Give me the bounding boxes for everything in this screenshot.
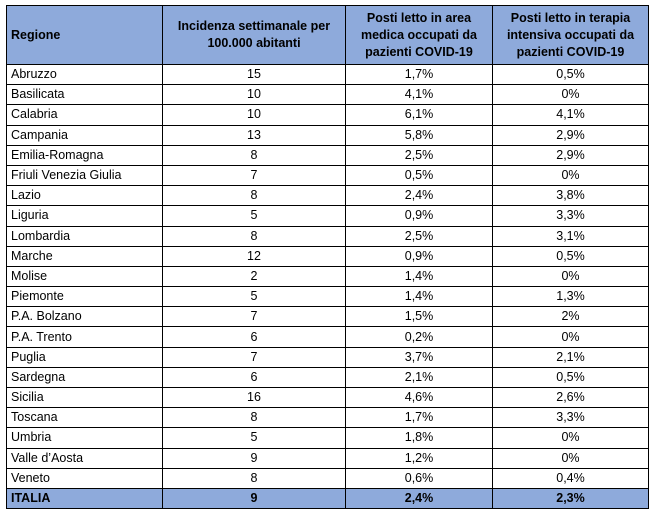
cell-medical-beds: 1,8% <box>346 428 493 448</box>
table-row <box>7 388 649 408</box>
cell-medical-beds: 1,2% <box>346 448 493 468</box>
cell-medical-beds: 4,6% <box>346 388 493 408</box>
cell-intensive-beds: 2,9% <box>493 125 649 145</box>
cell-medical-beds: 1,7% <box>346 65 493 85</box>
cell-region: Molise <box>7 266 163 286</box>
cell-incidence: 9 <box>163 448 346 468</box>
cell-incidence: 12 <box>163 246 346 266</box>
cell-medical-beds: 2,1% <box>346 367 493 387</box>
total-intensive: 2,3% <box>493 488 649 508</box>
cell-medical-beds: 1,4% <box>346 287 493 307</box>
cell-medical-beds: 5,8% <box>346 125 493 145</box>
covid-regional-table <box>6 5 649 509</box>
header-region: Regione <box>7 6 163 65</box>
cell-medical-beds: 2,4% <box>346 186 493 206</box>
cell-incidence: 8 <box>163 145 346 165</box>
cell-intensive-beds: 3,3% <box>493 408 649 428</box>
table-body <box>7 65 649 509</box>
cell-region: Abruzzo <box>7 65 163 85</box>
table-row <box>7 85 649 105</box>
cell-medical-beds: 1,5% <box>346 307 493 327</box>
table-row <box>7 186 649 206</box>
table-row <box>7 428 649 448</box>
cell-incidence: 6 <box>163 367 346 387</box>
table-row <box>7 327 649 347</box>
cell-intensive-beds: 4,1% <box>493 105 649 125</box>
header-incidence: Incidenza settimanale per 100.000 abitanti <box>163 6 346 65</box>
cell-region: Sardegna <box>7 367 163 387</box>
cell-incidence: 6 <box>163 327 346 347</box>
cell-intensive-beds: 2% <box>493 307 649 327</box>
cell-incidence: 8 <box>163 408 346 428</box>
cell-intensive-beds: 0% <box>493 266 649 286</box>
cell-intensive-beds: 0% <box>493 165 649 185</box>
total-medical: 2,4% <box>346 488 493 508</box>
cell-region: Sicilia <box>7 388 163 408</box>
cell-medical-beds: 0,2% <box>346 327 493 347</box>
cell-region: Basilicata <box>7 85 163 105</box>
cell-region: Veneto <box>7 468 163 488</box>
table-row <box>7 468 649 488</box>
cell-region: Marche <box>7 246 163 266</box>
cell-region: Toscana <box>7 408 163 428</box>
cell-incidence: 5 <box>163 206 346 226</box>
cell-intensive-beds: 2,1% <box>493 347 649 367</box>
cell-incidence: 5 <box>163 287 346 307</box>
table-row <box>7 367 649 387</box>
table-row <box>7 307 649 327</box>
cell-region: Lombardia <box>7 226 163 246</box>
header-medical-beds: Posti letto in area medica occupati da pazienti COVID-19 <box>346 6 493 65</box>
cell-intensive-beds: 2,9% <box>493 145 649 165</box>
cell-intensive-beds: 3,1% <box>493 226 649 246</box>
cell-medical-beds: 6,1% <box>346 105 493 125</box>
cell-incidence: 8 <box>163 186 346 206</box>
cell-intensive-beds: 0% <box>493 327 649 347</box>
cell-incidence: 13 <box>163 125 346 145</box>
cell-intensive-beds: 0,5% <box>493 246 649 266</box>
cell-intensive-beds: 0,4% <box>493 468 649 488</box>
cell-medical-beds: 2,5% <box>346 226 493 246</box>
cell-intensive-beds: 0% <box>493 448 649 468</box>
cell-incidence: 2 <box>163 266 346 286</box>
header-row <box>7 6 649 65</box>
table-row <box>7 65 649 85</box>
total-incidence: 9 <box>163 488 346 508</box>
cell-intensive-beds: 0% <box>493 428 649 448</box>
table-row <box>7 408 649 428</box>
cell-incidence: 7 <box>163 307 346 327</box>
cell-medical-beds: 0,9% <box>346 246 493 266</box>
cell-region: Friuli Venezia Giulia <box>7 165 163 185</box>
table-row <box>7 165 649 185</box>
cell-incidence: 16 <box>163 388 346 408</box>
cell-medical-beds: 0,9% <box>346 206 493 226</box>
cell-region: Emilia-Romagna <box>7 145 163 165</box>
cell-region: Umbria <box>7 428 163 448</box>
table-row <box>7 246 649 266</box>
cell-medical-beds: 0,6% <box>346 468 493 488</box>
cell-intensive-beds: 1,3% <box>493 287 649 307</box>
cell-intensive-beds: 0% <box>493 85 649 105</box>
cell-region: Valle d’Aosta <box>7 448 163 468</box>
total-region: ITALIA <box>7 488 163 508</box>
cell-incidence: 8 <box>163 468 346 488</box>
table-row <box>7 125 649 145</box>
table-row <box>7 226 649 246</box>
cell-incidence: 10 <box>163 105 346 125</box>
table-row <box>7 448 649 468</box>
cell-intensive-beds: 2,6% <box>493 388 649 408</box>
cell-region: Lazio <box>7 186 163 206</box>
cell-medical-beds: 1,7% <box>346 408 493 428</box>
cell-intensive-beds: 0,5% <box>493 367 649 387</box>
table-row <box>7 105 649 125</box>
cell-incidence: 10 <box>163 85 346 105</box>
cell-intensive-beds: 0,5% <box>493 65 649 85</box>
cell-medical-beds: 3,7% <box>346 347 493 367</box>
table-row <box>7 206 649 226</box>
cell-medical-beds: 1,4% <box>346 266 493 286</box>
cell-region: Piemonte <box>7 287 163 307</box>
table-row <box>7 266 649 286</box>
cell-incidence: 15 <box>163 65 346 85</box>
cell-incidence: 5 <box>163 428 346 448</box>
cell-region: Calabria <box>7 105 163 125</box>
table-row <box>7 287 649 307</box>
cell-incidence: 7 <box>163 165 346 185</box>
header-intensive-beds: Posti letto in terapia intensiva occupati da pazienti COVID-19 <box>493 6 649 65</box>
table-row <box>7 347 649 367</box>
cell-region: Puglia <box>7 347 163 367</box>
table-row <box>7 145 649 165</box>
cell-medical-beds: 2,5% <box>346 145 493 165</box>
cell-incidence: 7 <box>163 347 346 367</box>
cell-region: Liguria <box>7 206 163 226</box>
cell-medical-beds: 4,1% <box>346 85 493 105</box>
cell-region: P.A. Bolzano <box>7 307 163 327</box>
cell-region: Campania <box>7 125 163 145</box>
cell-region: P.A. Trento <box>7 327 163 347</box>
cell-intensive-beds: 3,8% <box>493 186 649 206</box>
cell-incidence: 8 <box>163 226 346 246</box>
total-row <box>7 488 649 508</box>
cell-medical-beds: 0,5% <box>346 165 493 185</box>
cell-intensive-beds: 3,3% <box>493 206 649 226</box>
